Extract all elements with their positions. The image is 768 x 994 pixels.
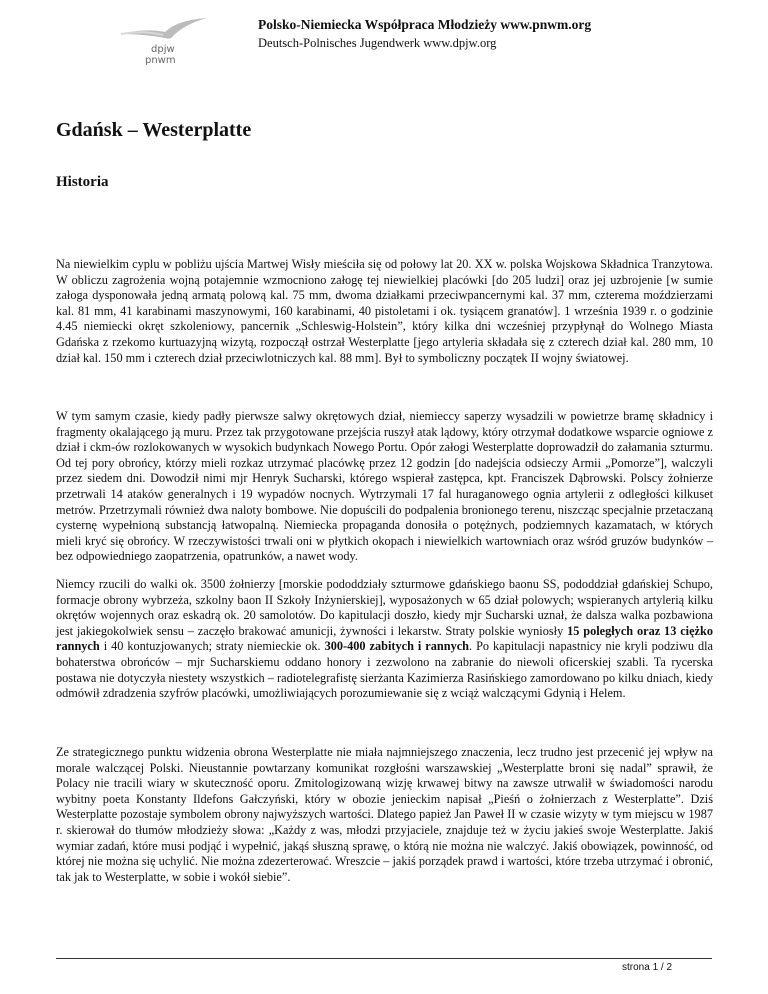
footer-divider (56, 958, 712, 959)
paragraph-1 (56, 257, 713, 366)
logo-text-pnwm: pnwm (145, 55, 176, 66)
text-run: Ze strategicznego punktu widzenia obrona Westerplatte nie miała najmniejszego znaczenia, lecz trudno jest przecenić jej wpływ na morale walczącej Polski. Nieustannie powtarzany komunikat rozgłośni warszawskiej „Westerplatte broni się nadal” sprawił, że Polacy nie tracili wiary w skuteczność oporu. Zmitologizowaną wizję krwawej bitwy na zawsze utrwalił w świadomości narodu wybitny poeta Konstanty Ildefons Gałczyński, który w obozie jenieckim napisał „Pieśń o żołnierzach z Westerplatte”. Dziś Westerplatte pozostaje symbolem obrony najwyższych wartości. Dlatego papież Jan Paweł II w czasie wizyty w tym miejscu w 1987 r. skierował do tłumów młodzieży słowa: „Każdy z was, młodzi przyjaciele, znajduje też w życiu jakieś swoje Westerplatte. Jakiś wymiar zadań, które musi podjąć i wypełnić, jakąś słuszną sprawę, o którą nie można nie walczyć. Jakiś obowiązek, powinność, od której nie można się uchylić. Nie można zdezerterować. Wreszcie – jakiś porządek prawd i wartości, które trzeba utrzymać i obronić, tak jak to Westerplatte, w sobie i wokół siebie”. (56, 745, 713, 884)
logo-text-dpjw: dpjw (151, 44, 175, 55)
paragraph-2 (56, 409, 713, 565)
text-run: Niemcy rzucili do walki ok. 3500 żołnierzy [morskie pododdziały szturmowe gdańskiego baonu SS, pododdział gdańskiej Schupo, formacje obrony wybrzeża, szkolny baon II Szkoły Inżynierskiej], wyposażonych w 65 dział polowych; wspieranych artylerią kilku okrętów wojennych oraz eskadrą ok. 20 samolotów. Do kapitulacji doszło, kiedy mjr Sucharski uznał, że dalsza walka pozbawiona jest jakiegokolwiek sensu – zaczęło brakować amunicji, żywności i lekarstw. Straty polskie wyniosły (56, 577, 713, 638)
page-number: strona 1 / 2 (622, 962, 673, 973)
bold-text: 300-400 zabitych i rannych (324, 639, 470, 654)
paragraph-3 (56, 577, 713, 702)
page-header (0, 0, 768, 80)
text-run: . Po kapitulacji napastnicy nie kryli podziwu dla bohaterstwa obrońców – mjr Sucharskiemu oddano honory i zezwolono na zabranie do niewoli oficerskiej szabli. Ta rycerska postawa nie dotyczyła niestety wszystkich – radiotelegrafistę sierżanta Kazimierza Rasińskiego zamordowano po kilku dniach, kiedy odmówił zdradzenia szyfrów placówki, umożliwiających porozumiewanie się z wciąż walczącymi Gdynią i Helem. (56, 639, 713, 701)
section-heading-historia: Historia (56, 174, 109, 190)
paragraph-4 (56, 745, 713, 885)
header-org-polish: Polsko-Niemiecka Współpraca Młodzieży www.pnwm.org (258, 17, 592, 32)
page-title: Gdańsk – Westerplatte (56, 119, 252, 141)
dpjw-pnwm-logo (115, 16, 215, 66)
header-org-german: Deutsch-Polnisches Jugendwerk www.dpjw.org (258, 36, 497, 50)
text-run: W tym samym czasie, kiedy padły pierwsze salwy okrętowych dział, niemieccy saperzy wysadzili w powietrze bramę składnicy i fragmenty okalającego ją muru. Przez tak przygotowane przejścia ruszył atak lądowy, który otrzymał dodatkowe wsparcie ogniowe z dział i ckm-ów rozlokowanych w wysokich budynkach Nowego Portu. Opór załogi Westerplatte doprowadził do załamania szturmu. Od tej pory obrońcy, którzy mieli rozkaz utrzymać placówkę przez 12 godzin [do nadejścia odsieczy Armii „Pomorze”], walczyli przez siedem dni. Dowodził nimi mjr Henryk Sucharski, którego wspierał zastępca, kpt. Franciszek Dąbrowski. Polscy żołnierze przetrwali 14 ataków generalnych i 19 wypadów nocnych. Wytrzymali 17 fal huraganowego ognia artylerii z odległości kilkuset metrów. Przetrzymali również dwa naloty bombowe. Nie dopuścili do podpalenia bronionego terenu, niszcząc specjalnie przetaczaną cysternę wypełnioną substancją łatwopalną. Niemiecka propaganda donosiła o potężnych, podziemnych kazamatach, w których mieli kryć się obrońcy. W rzeczywistości trwali oni w płytkich okopach i niewielkich wartowniach oraz wśród gruzów budynków – bez odpowiedniego zaopatrzenia, opatrunków, a nawet wody. (56, 409, 713, 564)
text-run: i 40 kontuzjowanych; straty niemieckie ok. (99, 639, 325, 654)
bold-text: 15 poległych oraz 13 ciężko rannych (56, 623, 713, 654)
text-run: Na niewielkim cyplu w pobliżu ujścia Martwej Wisły mieściła się od połowy lat 20. XX w. polska Wojskowa Składnica Tranzytowa. W obliczu zagrożenia wojną potajemnie wzmocniono załogę tej niewielkiej placówki [do 205 ludzi] oraz jej uzbrojenie [w sumie załoga dysponowała jedną armatą polową kal. 75 mm, dwoma działkami przeciwpancernymi kal. 37 mm, czterema moździerzami kal. 81 mm, 41 karabinami maszynowymi, 160 karabinami, 40 pistoletami i ok. tysiącem granatów]. 1 września 1939 r. o godzinie 4.45 niemiecki okręt szkoleniowy, pancernik „Schleswig-Holstein”, który kilka dni wcześniej przypłynął do Wolnego Miasta Gdańska z rzekomo kurtuazyjną wizytą, rozpoczął ostrzał Westerplatte [jego artyleria składała się z czterech dział kal. 280 mm, 10 dział kal. 150 mm i czterech dział przeciwlotniczych kal. 88 mm]. Był to symboliczny początek II wojny światowej. (56, 257, 713, 365)
